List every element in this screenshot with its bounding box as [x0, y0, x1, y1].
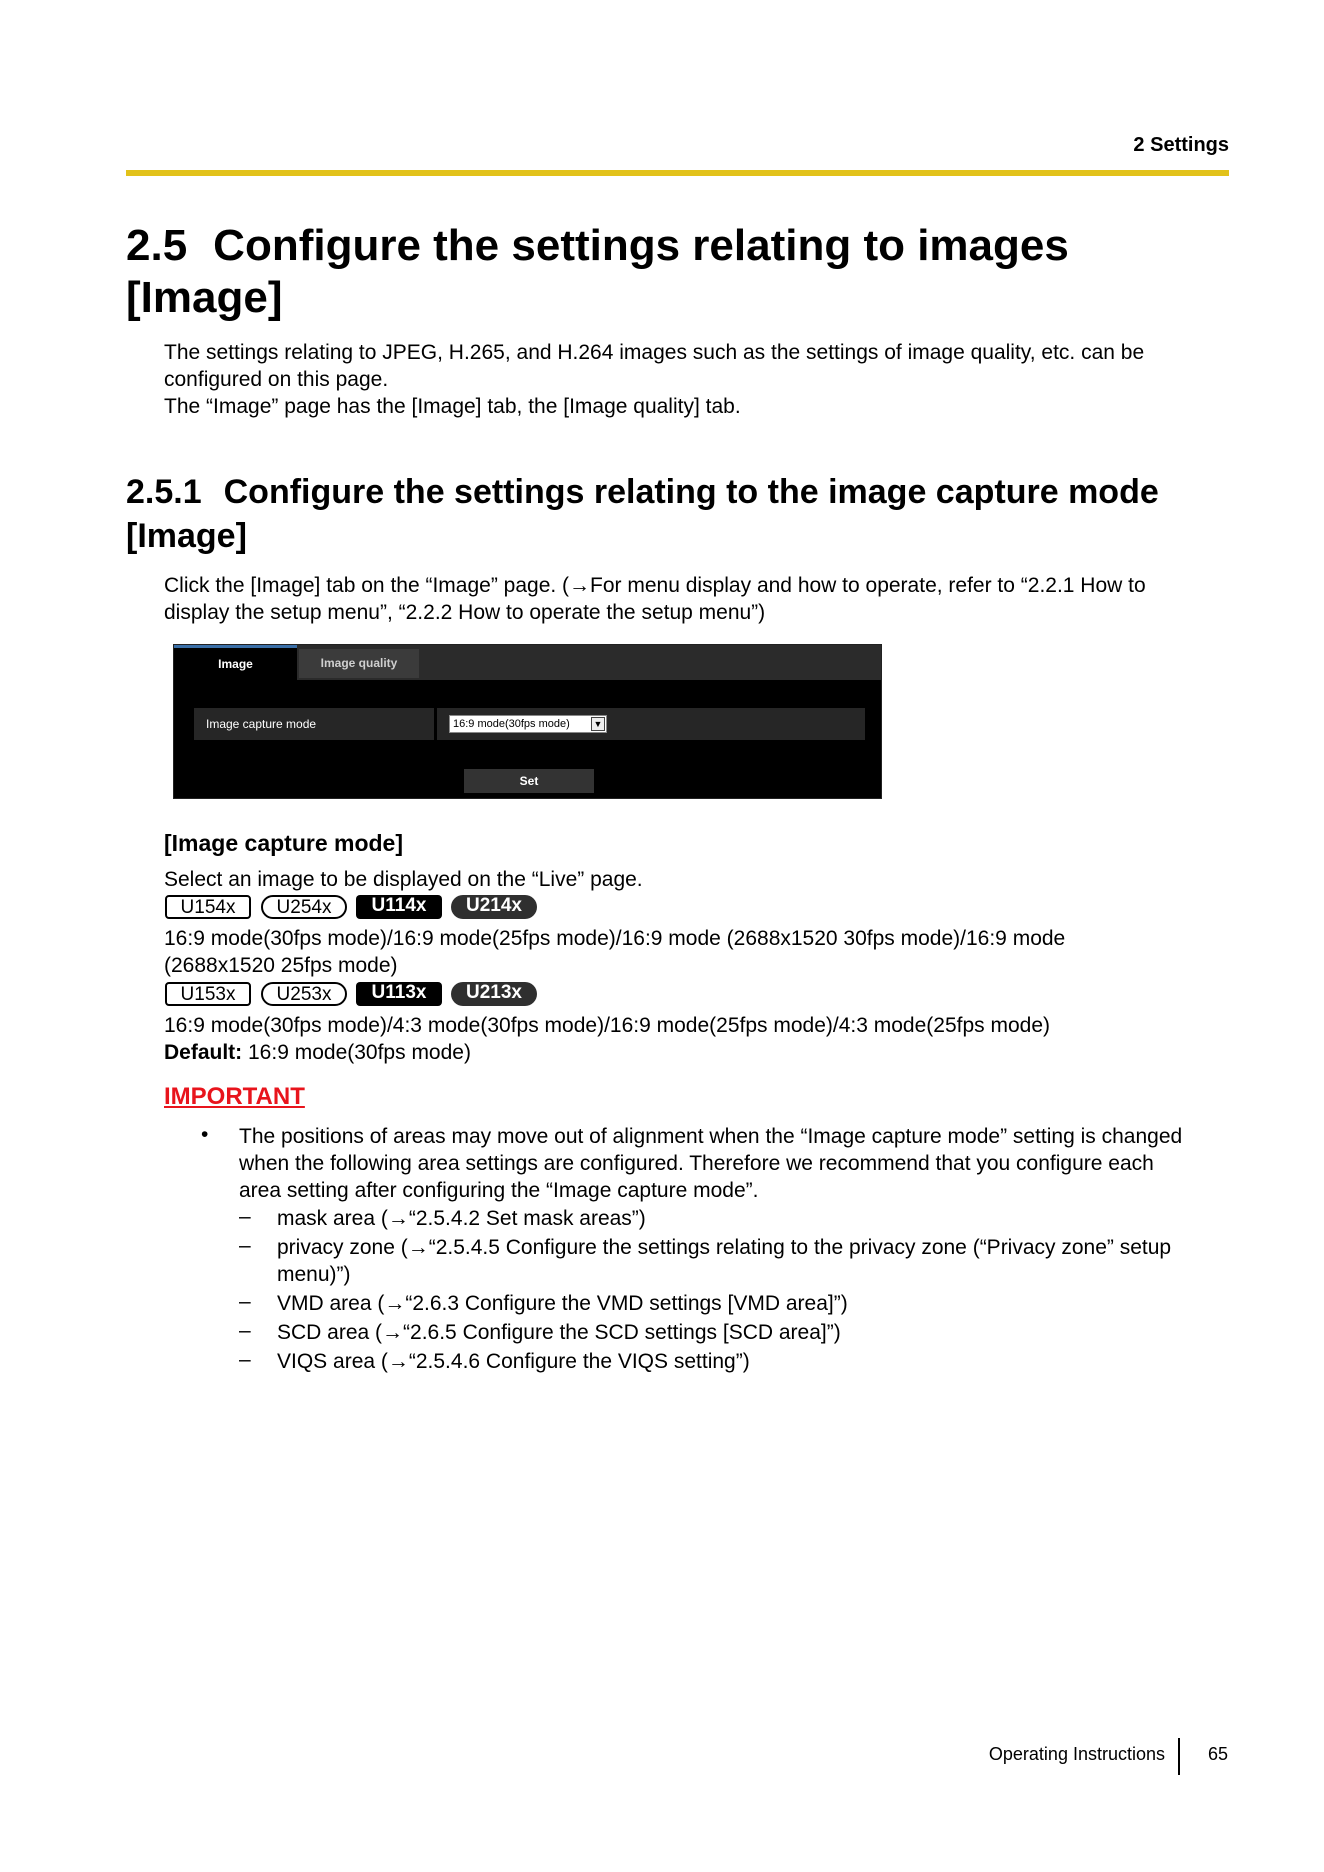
section-number: 2.5	[126, 221, 188, 270]
model-badge: U114x	[356, 895, 442, 919]
dash-icon: –	[239, 1319, 251, 1342]
model-badge: U153x	[165, 982, 251, 1006]
dash-icon: –	[239, 1290, 251, 1313]
click-instructions	[164, 572, 1244, 626]
bullet-line: The positions of areas may move out of alignment when the “Image capture mode” setting is changed	[239, 1125, 1183, 1148]
area-item-line: menu)”)	[277, 1263, 351, 1286]
area-item-vmd: VMD area (→“2.6.3 Configure the VMD settings [VMD area]”)	[277, 1292, 848, 1315]
header-section-label: 2 Settings	[1133, 134, 1229, 156]
intro-line: The “Image” page has the [Image] tab, the [Image quality] tab.	[164, 395, 741, 418]
section-title-line2: [Image]	[126, 273, 283, 322]
default-label: Default:	[164, 1041, 243, 1064]
area-item-scd: SCD area (→“2.6.5 Configure the SCD settings [SCD area]”)	[277, 1321, 841, 1344]
subsection-title-line1: Configure the settings relating to the image capture mode	[223, 473, 1159, 511]
intro-line: configured on this page.	[164, 368, 389, 391]
instruction-line: Click the [Image] tab on the “Image” page. (→For menu display and how to operate, refer to “2.2.1 How to	[164, 574, 1146, 597]
footer-doc-title: Operating Instructions	[988, 1744, 1165, 1764]
set-button[interactable]: Set	[464, 769, 594, 793]
modes-group2: 16:9 mode(30fps mode)/4:3 mode(30fps mode)/16:9 mode(25fps mode)/4:3 mode(25fps mode)	[164, 1014, 1050, 1037]
default-setting	[164, 1039, 1244, 1066]
model-badge: U254x	[261, 895, 347, 919]
area-item-privacy	[277, 1234, 1239, 1288]
dash-icon: –	[239, 1205, 251, 1228]
model-badge: U253x	[261, 982, 347, 1006]
header-rule	[126, 170, 1229, 176]
default-value: 16:9 mode(30fps mode)	[242, 1041, 471, 1064]
chevron-down-icon[interactable]: ▼	[591, 717, 605, 731]
image-capture-mode-row	[437, 708, 865, 740]
section-title	[126, 220, 1236, 324]
footer-page-number: 65	[1208, 1744, 1229, 1764]
select-value: 16:9 mode(30fps mode)	[453, 718, 570, 730]
model-badge: U154x	[165, 895, 251, 919]
area-item-viqs: VIQS area (→“2.5.4.6 Configure the VIQS setting”)	[277, 1350, 750, 1373]
area-item-line: privacy zone (→“2.5.4.5 Configure the settings relating to the privacy zone (“Privacy zone” setup	[277, 1236, 1172, 1259]
image-capture-mode-label: Image capture mode	[194, 708, 434, 740]
tab-image-quality[interactable]: Image quality	[299, 649, 419, 678]
modes-group1	[164, 925, 1244, 979]
capture-mode-heading: [Image capture mode]	[164, 830, 403, 856]
important-bullet	[239, 1123, 1239, 1204]
section-title-line1: Configure the settings relating to images	[213, 221, 1069, 270]
modes-line: (2688x1520 25fps mode)	[164, 954, 398, 977]
tab-image[interactable]: Image	[174, 645, 297, 680]
image-capture-mode-select[interactable]	[449, 715, 607, 733]
bullet-icon: •	[201, 1123, 209, 1146]
subsection-number: 2.5.1	[126, 473, 202, 511]
dash-icon: –	[239, 1348, 251, 1371]
modes-line: 16:9 mode(30fps mode)/16:9 mode(25fps mode)/16:9 mode (2688x1520 30fps mode)/16:9 mode	[164, 927, 1066, 950]
dash-icon: –	[239, 1234, 251, 1257]
important-heading: IMPORTANT	[164, 1083, 305, 1110]
section-intro	[164, 339, 1244, 420]
model-badge: U113x	[356, 982, 442, 1006]
footer-separator	[1178, 1738, 1180, 1775]
instruction-line: display the setup menu”, “2.2.2 How to operate the setup menu”)	[164, 601, 766, 624]
tab-bar	[174, 645, 881, 680]
subsection-title-line2: [Image]	[126, 517, 247, 555]
intro-line: The settings relating to JPEG, H.265, and H.264 images such as the settings of image quality, etc. can be	[164, 341, 1145, 364]
settings-screenshot	[173, 644, 882, 799]
model-badge: U214x	[451, 895, 537, 919]
bullet-line: when the following area settings are configured. Therefore we recommend that you configure each	[239, 1152, 1154, 1175]
area-item-mask: mask area (→“2.5.4.2 Set mask areas”)	[277, 1207, 646, 1230]
subsection-title	[126, 470, 1246, 558]
model-badge: U213x	[451, 982, 537, 1006]
capture-mode-description: Select an image to be displayed on the “Live” page.	[164, 868, 643, 891]
bullet-line: area setting after configuring the “Image capture mode”.	[239, 1179, 759, 1202]
